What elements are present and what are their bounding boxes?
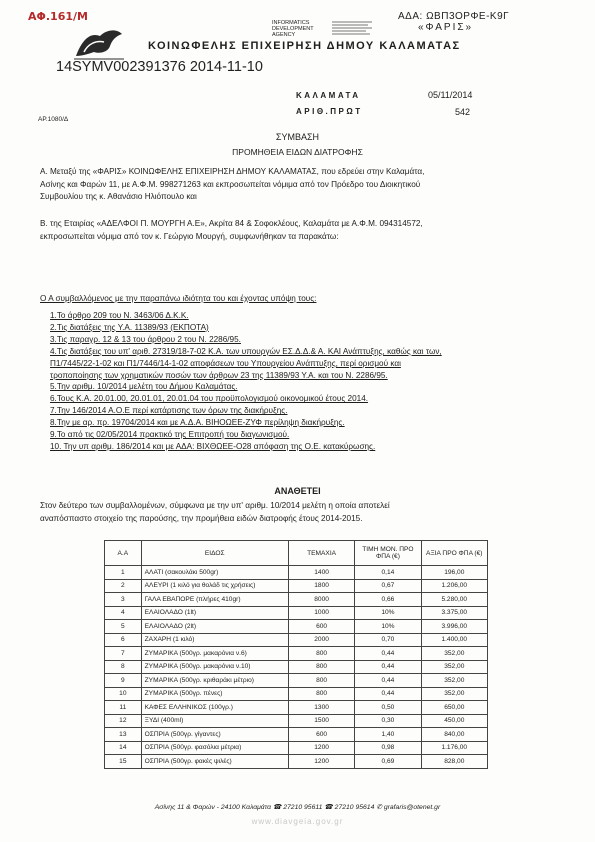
item-total: 352,00 — [421, 647, 487, 661]
column-header: ΤΙΜΗ ΜΟΝ. ΠΡΟ ΦΠΑ (€) — [355, 541, 421, 566]
item-unit-price: 10% — [355, 620, 421, 634]
items-table — [104, 540, 488, 769]
assigns-section — [40, 500, 390, 525]
list-item: Π1/7445/22-1-02 και Π1/7446/14-1-02 αποφάσεων του Υπουργείου Ανάπτυξης, περί ορισμού και — [50, 358, 401, 368]
item-unit-price: 0,44 — [355, 660, 421, 674]
table-header-row — [105, 541, 488, 566]
party-a-section — [40, 166, 560, 204]
item-quantity: 800 — [288, 674, 354, 688]
item-total: 352,00 — [421, 660, 487, 674]
protocol-label: ΑΡΙΘ.ΠΡΩΤ — [296, 107, 363, 116]
item-description: ΖΥΜΑΡΙΚΑ (500γρ. μακαρόνια ν.10) — [141, 660, 288, 674]
item-quantity: 600 — [288, 620, 354, 634]
protocol-number: 542 — [455, 107, 471, 117]
item-number: 6 — [105, 633, 142, 647]
item-description: ΟΣΠΡΙΑ (500γρ. γίγαντες) — [141, 728, 288, 742]
item-unit-price: 0,44 — [355, 687, 421, 701]
party-a-line: Συμβουλίου της κ. Αθανάσιο Ηλιόπουλο και — [40, 192, 197, 202]
list-item: 4.Τις διατάξεις του υπ' αριθ. 27319/18-7-02 Κ.Α. των υπουργών ΕΣ.Δ.Δ.& Α. ΚΑΙ Ανάπτυξης, καθώς και των, — [50, 346, 442, 356]
table-row — [105, 660, 488, 674]
item-unit-price: 0,30 — [355, 714, 421, 728]
item-number: 8 — [105, 660, 142, 674]
table-row — [105, 566, 488, 580]
item-total: 828,00 — [421, 755, 487, 769]
party-a-line: Ασίνης και Φαρών 11, με Α.Φ.Μ. 998271263 και εκπροσωπείται νόμιμα από τον Πρόεδρο του Διοικητικού — [40, 179, 421, 189]
item-quantity: 1500 — [288, 714, 354, 728]
table-row — [105, 593, 488, 607]
item-unit-price: 0,69 — [355, 755, 421, 769]
item-unit-price: 0,44 — [355, 647, 421, 661]
item-total: 5.280,00 — [421, 593, 487, 607]
table-row — [105, 701, 488, 715]
list-item: 2.Τις διατάξεις της Υ.Α. 11389/93 (ΕΚΠΟΤΑ) — [50, 322, 209, 332]
item-description: ΞΥΔΙ (400ml) — [141, 714, 288, 728]
item-unit-price: 0,98 — [355, 741, 421, 755]
item-total: 1.176,00 — [421, 741, 487, 755]
item-description: ΕΛΑΙΟΛΑΔΟ (2lt) — [141, 620, 288, 634]
item-number: 1 — [105, 566, 142, 580]
list-item: 10. Την υπ αριθμ. 186/2014 και με ΑΔΑ: ΒΙΧΘΩΕΕ-Ο28 απόφαση της Ο.Ε. κατακύρωσης. — [50, 441, 376, 451]
item-unit-price: 0,70 — [355, 633, 421, 647]
item-quantity: 1400 — [288, 566, 354, 580]
item-description: ΖΥΜΑΡΙΚΑ (500γρ. μακαρόνια ν.6) — [141, 647, 288, 661]
assigns-line: αναπόσπαστο στοιχείο της παρούσης, την προμήθεια ειδών διατροφής έτους 2014-2015. — [40, 513, 363, 523]
item-number: 14 — [105, 741, 142, 755]
column-header: ΕΙΔΟΣ — [141, 541, 288, 566]
item-unit-price: 0,14 — [355, 566, 421, 580]
list-item: 1.Το άρθρο 209 του Ν. 3463/06 Δ.Κ.Κ. — [50, 311, 189, 320]
item-quantity: 1000 — [288, 606, 354, 620]
list-item: 9.Το από τις 02/05/2014 πρακτικό της Επιτροπή του διαγωνισμού. — [50, 430, 290, 440]
ada-code: ΑΔΑ: ΩΒΠ3ΟΡΦΕ-Κ9Γ — [398, 11, 510, 22]
item-number: 9 — [105, 674, 142, 688]
list-item: 6.Τους Κ.Α. 20.01.00, 20.01.01, 20.01.04 του προϋπολογισμού οικονομικού έτους 2014. — [50, 394, 369, 404]
table-row — [105, 714, 488, 728]
intro-text: Ο Α συμβαλλόμενος με την παραπάνω ιδιότητα του και έχοντας υπόψη τους: — [40, 294, 317, 303]
table-row — [105, 741, 488, 755]
table-row — [105, 633, 488, 647]
document-date: 05/11/2014 — [428, 90, 473, 100]
item-total: 352,00 — [421, 687, 487, 701]
item-unit-price: 0,66 — [355, 593, 421, 607]
item-unit-price: 1,40 — [355, 728, 421, 742]
item-unit-price: 0,50 — [355, 701, 421, 715]
item-number: 4 — [105, 606, 142, 620]
column-header: ΤΕΜΑΧΙΑ — [288, 541, 354, 566]
list-item: 3.Τις παραγρ. 12 & 13 του άρθρου 2 του Ν. 2286/95. — [50, 334, 241, 344]
handwritten-reference: ΑΦ.161/Μ — [28, 10, 88, 23]
table-row — [105, 606, 488, 620]
item-quantity: 8000 — [288, 593, 354, 607]
item-description: ΑΛΕΥΡΙ (1 κιλό για θολάδ τις χρήσεις) — [141, 579, 288, 593]
item-total: 3.375,00 — [421, 606, 487, 620]
item-number: 13 — [105, 728, 142, 742]
party-b-section — [40, 218, 560, 243]
document-subtitle: ΠΡΟΜΗΘΕΙΑ ΕΙΔΩΝ ΔΙΑΤΡΟΦΗΣ — [232, 147, 363, 157]
item-total: 840,00 — [421, 728, 487, 742]
item-total: 3.996,00 — [421, 620, 487, 634]
assigns-line: Στον δεύτερο των συμβαλλομένων, σύμφωνα με την υπ' αριθμ. 10/2014 μελέτη η οποία αποτελεί — [40, 501, 390, 510]
watermark: www.diavgeia.gov.gr — [251, 817, 344, 826]
document-id-stamp: 14SYMV002391376 2014-11-10 — [56, 59, 263, 75]
item-number: 10 — [105, 687, 142, 701]
informatics-label: INFORMATICS DEVELOPMENT AGENCY — [272, 20, 314, 38]
item-number: 15 — [105, 755, 142, 769]
item-description: ΖΥΜΑΡΙΚΑ (500γρ. κριθαράκι μέτριο) — [141, 674, 288, 688]
column-header: ΑΞΙΑ ΠΡΟ ΦΠΑ (€) — [421, 541, 487, 566]
list-item: 8.Την με αρ. πρ. 19704/2014 και με Α.Δ.Α. ΒΙΗΟΩΕΕ-ΖΥΦ περίληψη διακήρυξης. — [50, 418, 345, 428]
table-row — [105, 579, 488, 593]
item-number: 5 — [105, 620, 142, 634]
item-description: ΟΣΠΡΙΑ (500γρ. φακές ψιλές) — [141, 755, 288, 769]
list-item: τροποποίησης των χρηματικών ποσών των άρθρων 23 της 11389/93 Υ.Α. και του Ν. 2286/95. — [50, 370, 388, 380]
party-a-line: Α. Μεταξύ της «ΦΑΡΙΣ» ΚΟΙΝΩΦΕΛΗΣ ΕΠΙΧΕΙΡΗΣΗ ΔΗΜΟΥ ΚΑΛΑΜΑΤΑΣ, που εδρεύει στην Καλαμάτα, — [40, 167, 425, 176]
item-quantity: 800 — [288, 660, 354, 674]
party-b-line: Β. της Εταιρίας «ΑΔΕΛΦΟΙ Π. ΜΟΥΡΓΗ Α.Ε», Ακρίτα 84 & Σοφοκλέους, Καλαμάτα με Α.Φ.Μ. 094314572, — [40, 219, 423, 228]
table-row — [105, 647, 488, 661]
assigns-heading: ΑΝΑΘΕΤΕΙ — [274, 486, 321, 496]
item-total: 650,00 — [421, 701, 487, 715]
table-row — [105, 620, 488, 634]
item-total: 196,00 — [421, 566, 487, 580]
item-total: 1.400,00 — [421, 633, 487, 647]
list-item: 7.Την 146/2014 Α.Ο.Ε περί κατάρτισης των όρων της διακήρυξης. — [50, 406, 288, 416]
item-quantity: 600 — [288, 728, 354, 742]
item-description: ΕΛΑΙΟΛΑΔΟ (1lt) — [141, 606, 288, 620]
item-quantity: 800 — [288, 647, 354, 661]
item-description: ΚΑΦΕΣ ΕΛΛΗΝΙΚΟΣ (100γρ.) — [141, 701, 288, 715]
item-description: ΟΣΠΡΙΑ (500γρ. φασόλια μέτρια) — [141, 741, 288, 755]
item-quantity: 1800 — [288, 579, 354, 593]
city-label: ΚΑΛΑΜΑΤΑ — [296, 91, 361, 100]
organization-name: ΚΟΙΝΩΦΕΛΗΣ ΕΠΙΧΕΙΡΗΣΗ ΔΗΜΟΥ ΚΑΛΑΜΑΤΑΣ — [148, 40, 461, 52]
table-row — [105, 728, 488, 742]
item-description: ΖΥΜΑΡΙΚΑ (500γρ. πένες) — [141, 687, 288, 701]
table-row — [105, 755, 488, 769]
item-unit-price: 10% — [355, 606, 421, 620]
item-description: ΑΛΑΤΙ (σακουλάκι 500gr) — [141, 566, 288, 580]
item-description: ΖΑΧΑΡΗ (1 κιλό) — [141, 633, 288, 647]
item-quantity: 2000 — [288, 633, 354, 647]
item-number: 12 — [105, 714, 142, 728]
item-quantity: 800 — [288, 687, 354, 701]
item-total: 352,00 — [421, 674, 487, 688]
party-b-line: εκπροσωπείται νόμιμα από τον κ. Γεώργιο Μουργή, συμφωνήθηκαν τα παρακάτω: — [40, 231, 339, 241]
organization-logo — [70, 22, 128, 62]
considerations-list — [50, 310, 442, 453]
item-quantity: 1200 — [288, 755, 354, 769]
item-number: 11 — [105, 701, 142, 715]
item-quantity: 1300 — [288, 701, 354, 715]
item-total: 450,00 — [421, 714, 487, 728]
table-row — [105, 674, 488, 688]
item-number: 2 — [105, 579, 142, 593]
item-number: 7 — [105, 647, 142, 661]
item-number: 3 — [105, 593, 142, 607]
list-item: 5.Την αριθμ. 10/2014 μελέτη του Δήμου Καλαμάτας. — [50, 382, 238, 392]
item-quantity: 1200 — [288, 741, 354, 755]
informatics-stamp — [332, 20, 374, 36]
faris-small-label: «ΦΑΡΙΣ» — [418, 22, 474, 33]
item-total: 1.206,00 — [421, 579, 487, 593]
item-description: ΓΑΛΑ ΕΒΑΠΟΡΕ (πλήρες 410gr) — [141, 593, 288, 607]
footer-address: Ασίνης 11 & Φαρών - 24100 Καλαμάτα ☎ 27210 95611 ☎ 27210 95614 ✆ grafaris@otenet.gr — [154, 804, 441, 811]
item-unit-price: 0,67 — [355, 579, 421, 593]
table-row — [105, 687, 488, 701]
item-unit-price: 0,44 — [355, 674, 421, 688]
column-header: Α.Α — [105, 541, 142, 566]
archive-reference: ΑΡ.1080/Δ — [38, 116, 69, 123]
document-title: ΣΥΜΒΑΣΗ — [275, 132, 320, 142]
